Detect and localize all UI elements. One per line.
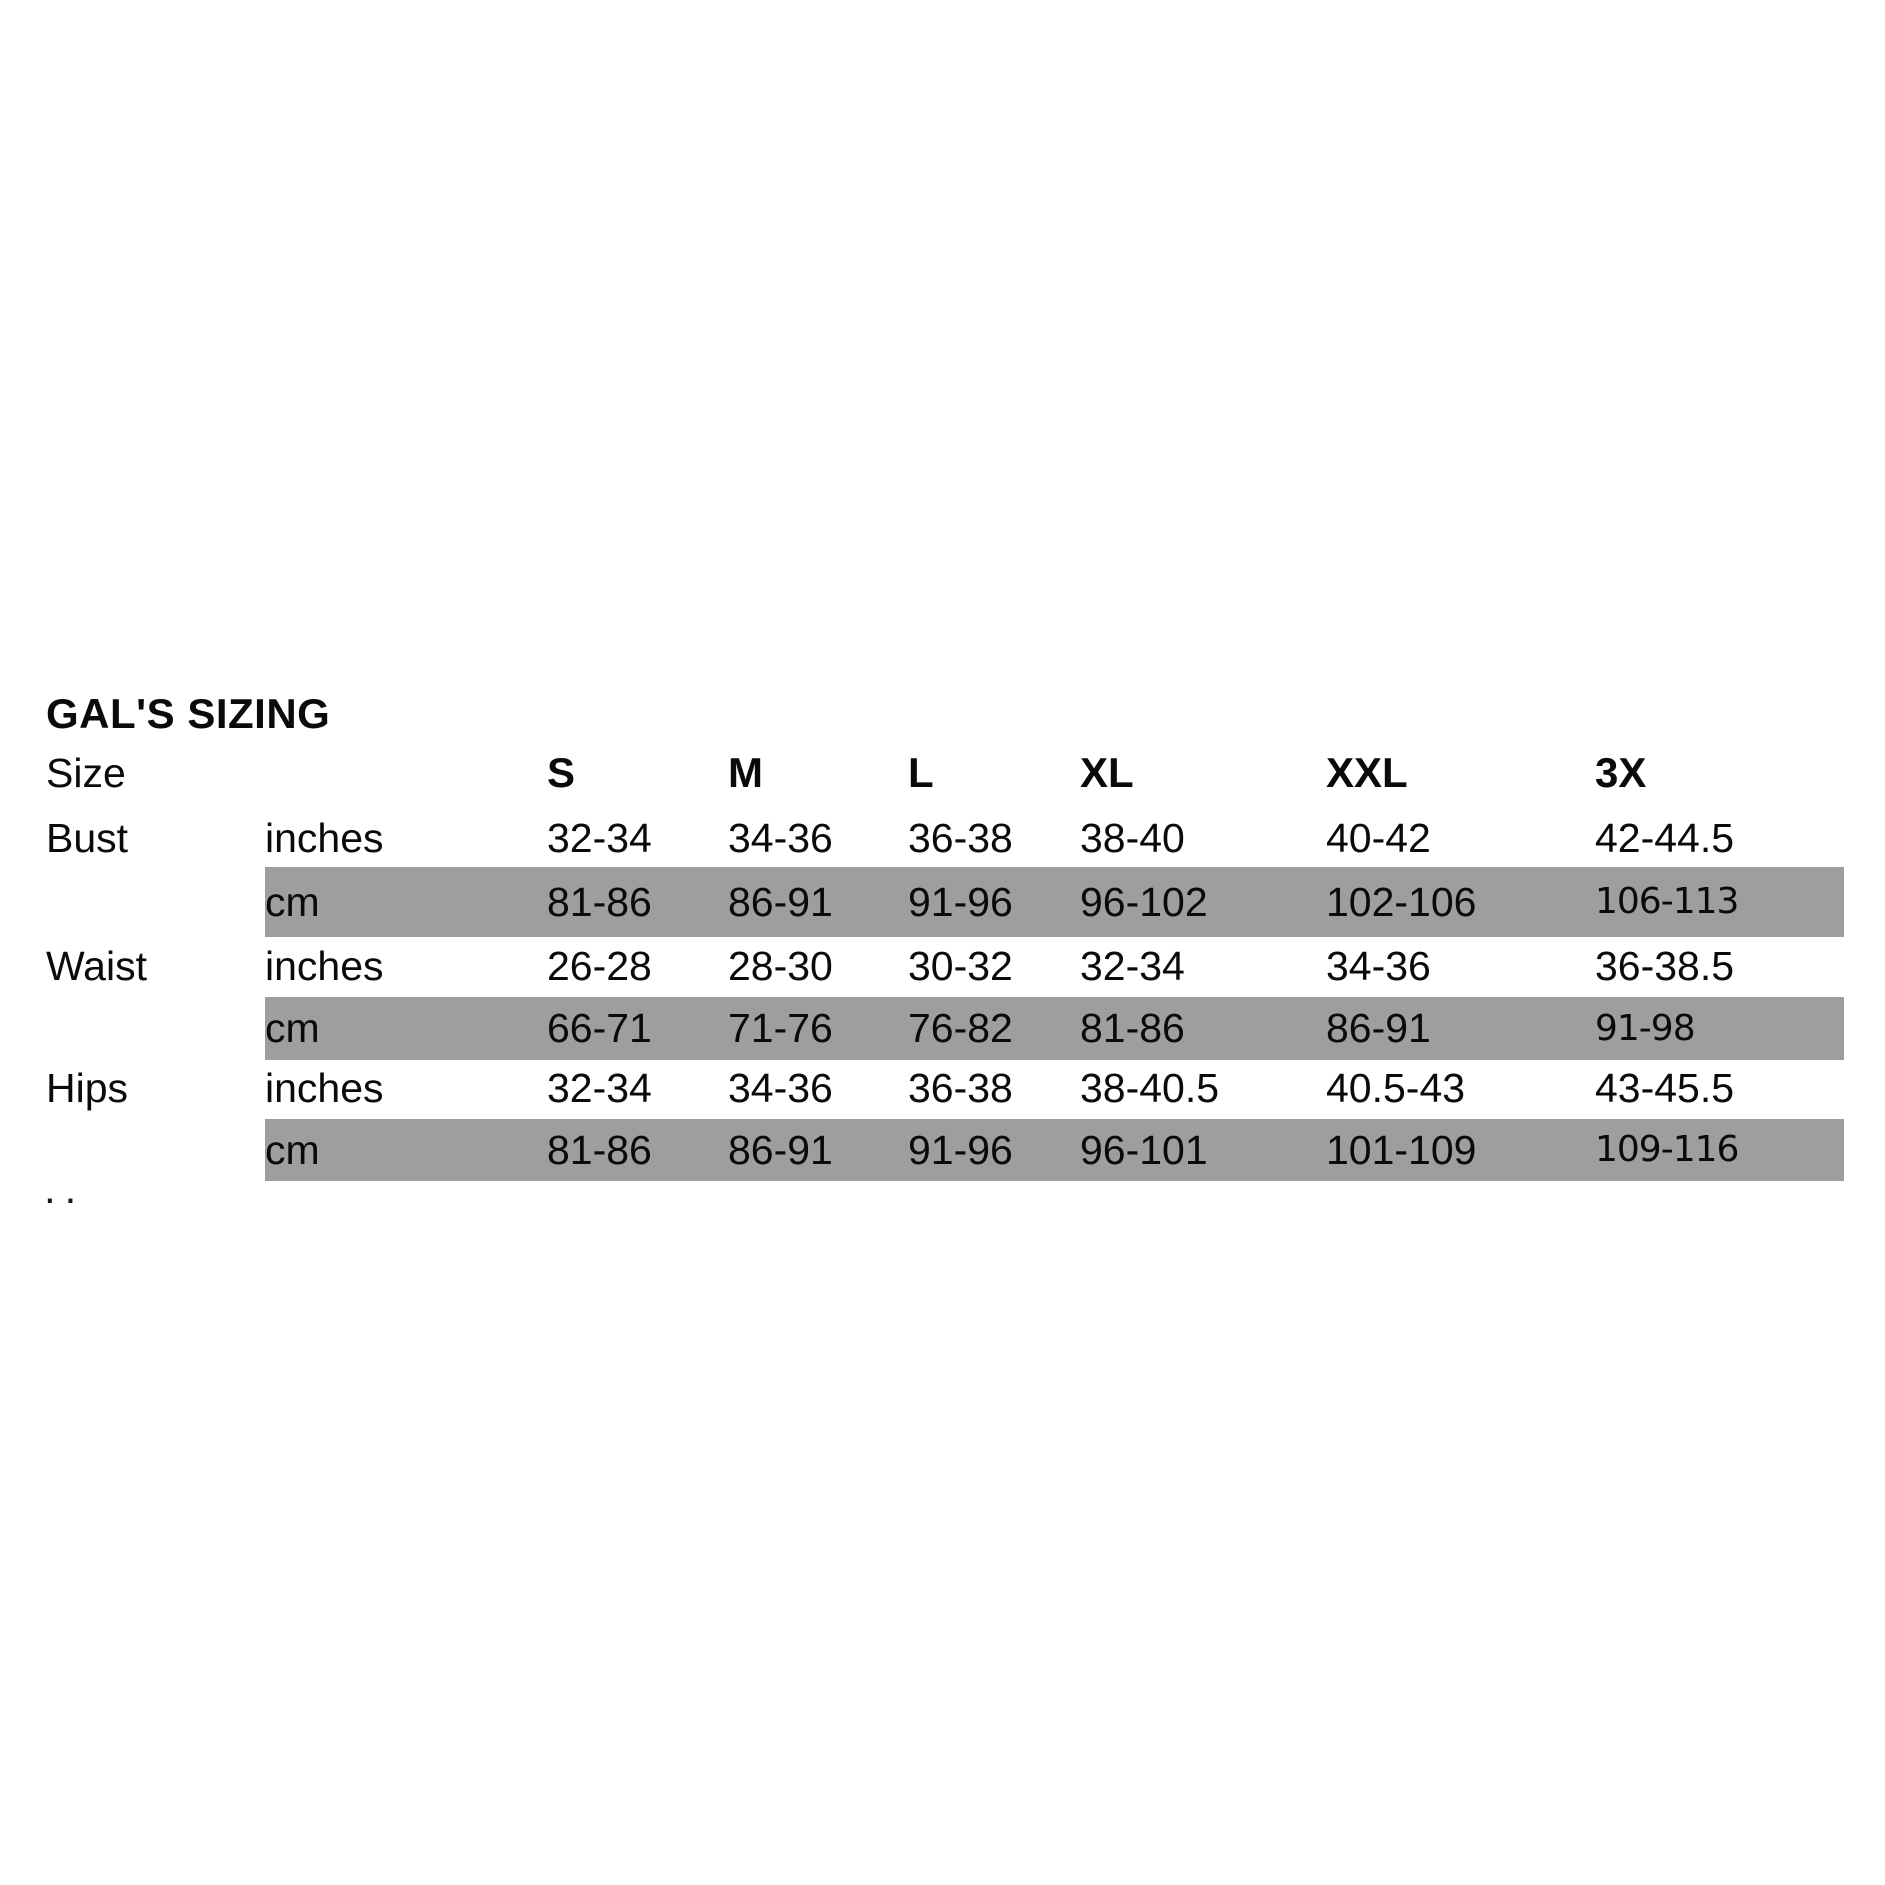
size-value: 86-91	[728, 867, 908, 937]
size-value: 43-45.5	[1595, 1064, 1735, 1111]
size-value: 34-36	[1326, 942, 1431, 989]
size-value: 42-44.5	[1595, 814, 1735, 861]
size-value: 40.5-43	[1326, 1064, 1466, 1111]
size-value: 38-40.5	[1080, 1064, 1220, 1111]
row-label	[46, 997, 265, 1060]
size-value: 36-38.5	[1595, 942, 1735, 989]
size-value: 101-109	[1326, 1119, 1595, 1181]
size-value: 40-42	[1326, 814, 1431, 861]
size-value: 102-106	[1326, 867, 1595, 937]
header-row	[46, 748, 1844, 798]
row-label	[46, 867, 265, 937]
table-row-hips-cm	[46, 1119, 1844, 1181]
size-value: 71-76	[728, 997, 908, 1060]
size-value: 32-34	[547, 1064, 652, 1111]
size-value: 28-30	[728, 942, 833, 989]
size-value: 91-96	[908, 1119, 1080, 1181]
clipped-text-marker: ..	[44, 1165, 86, 1212]
column-header-size: Size	[46, 749, 126, 796]
size-value: 76-82	[908, 997, 1080, 1060]
size-value: 30-32	[908, 942, 1013, 989]
size-value: 81-86	[547, 1119, 728, 1181]
unit-label: cm	[265, 997, 547, 1060]
table-row-bust-inches	[46, 813, 1844, 863]
size-value: 86-91	[728, 1119, 908, 1181]
unit-label: inches	[265, 814, 384, 861]
column-header-s: S	[547, 749, 576, 796]
column-header-m: M	[728, 749, 763, 796]
size-value: 66-71	[547, 997, 728, 1060]
unit-label: inches	[265, 942, 384, 989]
size-value: 91-98	[1595, 997, 1844, 1060]
size-value: 91-96	[908, 867, 1080, 937]
size-value: 109-116	[1595, 1119, 1844, 1181]
unit-label: cm	[265, 867, 547, 937]
column-header-l: L	[908, 749, 934, 796]
size-value: 38-40	[1080, 814, 1185, 861]
table-row-bust-cm	[46, 867, 1844, 937]
size-value: 34-36	[728, 814, 833, 861]
size-value: 96-101	[1080, 1119, 1326, 1181]
unit-label: cm	[265, 1119, 547, 1181]
size-value: 36-38	[908, 814, 1013, 861]
size-value: 34-36	[728, 1064, 833, 1111]
unit-label: inches	[265, 1064, 384, 1111]
column-header-xxl: XXL	[1326, 749, 1408, 796]
size-value: 106-113	[1595, 867, 1844, 937]
size-value: 32-34	[547, 814, 652, 861]
size-value: 26-28	[547, 942, 652, 989]
row-label: Waist	[46, 942, 147, 989]
table-row-hips-inches	[46, 1063, 1844, 1113]
table-row-waist-cm	[46, 997, 1844, 1060]
page-title: GAL'S SIZING	[46, 690, 331, 737]
size-value: 32-34	[1080, 942, 1185, 989]
column-header-units	[265, 748, 547, 798]
table-row-waist-inches	[46, 941, 1844, 991]
size-value: 81-86	[547, 867, 728, 937]
size-value: 36-38	[908, 1064, 1013, 1111]
size-value: 81-86	[1080, 997, 1326, 1060]
column-header-xl: XL	[1080, 749, 1134, 796]
size-value: 96-102	[1080, 867, 1326, 937]
column-header-3x: 3X	[1595, 749, 1647, 796]
row-label: Hips	[46, 1064, 129, 1111]
row-label: Bust	[46, 814, 129, 861]
size-value: 86-91	[1326, 997, 1595, 1060]
